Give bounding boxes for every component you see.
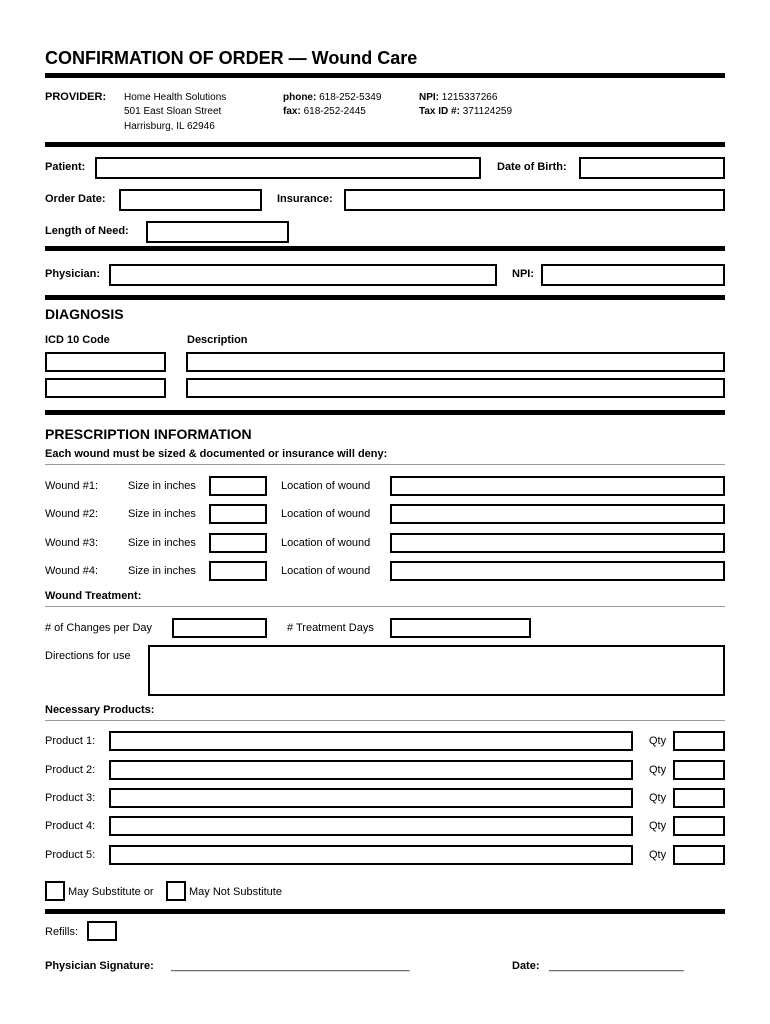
products-divider (45, 720, 725, 721)
patient-field[interactable] (95, 157, 481, 179)
product-2-qty-field[interactable] (673, 760, 725, 780)
description-field-1[interactable] (186, 352, 725, 372)
fax-value: 618-252-2445 (303, 106, 366, 117)
provider-address1: 501 East Sloan Street (124, 106, 222, 117)
length-of-need-label: Length of Need: (45, 225, 129, 237)
product-4-field[interactable] (109, 816, 633, 836)
physician-label: Physician: (45, 268, 101, 280)
changes-per-day-field[interactable] (172, 618, 267, 638)
product-1-qty-field[interactable] (673, 731, 725, 751)
wound-3-size-label: Size in inches (128, 537, 196, 549)
may-not-substitute-checkbox[interactable] (166, 881, 186, 901)
refills-label: Refills: (45, 926, 79, 938)
treatment-days-label: # Treatment Days (287, 622, 374, 634)
changes-per-day-label: # of Changes per Day (45, 622, 153, 634)
product-2-field[interactable] (109, 760, 633, 780)
wound-4-size-field[interactable] (209, 561, 267, 581)
signature-date-label: Date: (512, 960, 540, 972)
wound-1-location-label: Location of wound (281, 480, 371, 492)
wound-2-size-field[interactable] (209, 504, 267, 524)
product-1-qty-label: Qty (649, 735, 667, 747)
order-date-label: Order Date: (45, 193, 106, 205)
refills-field[interactable] (87, 921, 117, 941)
product-5-qty-field[interactable] (673, 845, 725, 865)
wound-2-label: Wound #2: (45, 508, 99, 520)
wound-1-size-label: Size in inches (128, 480, 196, 492)
length-of-need-field[interactable] (146, 221, 289, 243)
insurance-label: Insurance: (277, 193, 333, 205)
wound-treatment-heading: Wound Treatment: (45, 590, 142, 602)
wound-3-size-field[interactable] (209, 533, 267, 553)
treatment-divider (45, 606, 725, 607)
wound-3-location-label: Location of wound (281, 537, 371, 549)
icd-code-label: ICD 10 Code (45, 334, 110, 346)
physician-signature-label: Physician Signature: (45, 960, 154, 972)
provider-name: Home Health Solutions (124, 92, 227, 103)
prescription-divider (45, 464, 725, 465)
wound-3-location-field[interactable] (390, 533, 725, 553)
product-5-label: Product 5: (45, 849, 96, 861)
product-4-qty-label: Qty (649, 820, 667, 832)
may-not-substitute-label: May Not Substitute (189, 886, 282, 898)
title-rule (45, 73, 725, 78)
provider-rule (45, 142, 725, 147)
taxid-label: Tax ID #: (419, 106, 460, 117)
wound-4-location-field[interactable] (390, 561, 725, 581)
description-label: Description (187, 334, 248, 346)
prescription-heading: PRESCRIPTION INFORMATION (45, 426, 252, 442)
patient-label: Patient: (45, 161, 86, 173)
product-2-qty-label: Qty (649, 764, 667, 776)
wound-1-location-field[interactable] (390, 476, 725, 496)
fax-label: fax: (283, 106, 301, 117)
icd-code-field-1[interactable] (45, 352, 166, 372)
directions-field[interactable] (148, 645, 725, 696)
wound-2-location-label: Location of wound (281, 508, 371, 520)
product-1-label: Product 1: (45, 735, 96, 747)
page-title: CONFIRMATION OF ORDER — Wound Care (45, 48, 418, 68)
wound-1-label: Wound #1: (45, 480, 99, 492)
wound-3-label: Wound #3: (45, 537, 99, 549)
dob-field[interactable] (579, 157, 725, 179)
product-3-qty-field[interactable] (673, 788, 725, 808)
provider-taxid (419, 105, 512, 118)
wound-4-location-label: Location of wound (281, 565, 371, 577)
product-3-label: Product 3: (45, 792, 96, 804)
phone-value: 618-252-5349 (319, 92, 382, 103)
diagnosis-rule (45, 410, 725, 415)
physician-signature-line[interactable]: _______________________________________ (171, 960, 410, 972)
npi-label: NPI: (419, 92, 439, 103)
signature-date-line[interactable]: ______________________ (549, 960, 684, 972)
provider-label: PROVIDER: (45, 91, 107, 103)
wound-4-label: Wound #4: (45, 565, 99, 577)
npi-value: 1215337266 (441, 92, 498, 103)
product-2-label: Product 2: (45, 764, 96, 776)
physician-rule (45, 295, 725, 300)
may-substitute-checkbox[interactable] (45, 881, 65, 901)
order-date-field[interactable] (119, 189, 262, 211)
product-1-field[interactable] (109, 731, 633, 751)
wound-4-size-label: Size in inches (128, 565, 196, 577)
insurance-field[interactable] (344, 189, 725, 211)
product-5-field[interactable] (109, 845, 633, 865)
physician-npi-label: NPI: (512, 268, 534, 280)
provider-npi (419, 91, 497, 104)
diagnosis-heading: DIAGNOSIS (45, 306, 124, 322)
necessary-products-heading: Necessary Products: (45, 704, 155, 716)
treatment-days-field[interactable] (390, 618, 531, 638)
product-3-qty-label: Qty (649, 792, 667, 804)
product-4-label: Product 4: (45, 820, 96, 832)
provider-address2: Harrisburg, IL 62946 (124, 121, 215, 132)
may-substitute-label: May Substitute or (68, 886, 154, 898)
taxid-value: 371124259 (462, 106, 513, 117)
phone-label: phone: (283, 92, 317, 103)
description-field-2[interactable] (186, 378, 725, 398)
wound-1-size-field[interactable] (209, 476, 267, 496)
product-5-qty-label: Qty (649, 849, 667, 861)
product-3-field[interactable] (109, 788, 633, 808)
provider-fax (283, 105, 366, 118)
patient-rule (45, 246, 725, 251)
physician-field[interactable] (109, 264, 497, 286)
substitute-rule (45, 909, 725, 914)
icd-code-field-2[interactable] (45, 378, 166, 398)
physician-npi-field[interactable] (541, 264, 725, 286)
prescription-subheading: Each wound must be sized & documented or insurance will deny: (45, 448, 388, 460)
provider-phone (283, 91, 381, 104)
wound-2-location-field[interactable] (390, 504, 725, 524)
wound-2-size-label: Size in inches (128, 508, 196, 520)
dob-label: Date of Birth: (497, 161, 567, 173)
product-4-qty-field[interactable] (673, 816, 725, 836)
directions-label: Directions for use (45, 650, 131, 662)
